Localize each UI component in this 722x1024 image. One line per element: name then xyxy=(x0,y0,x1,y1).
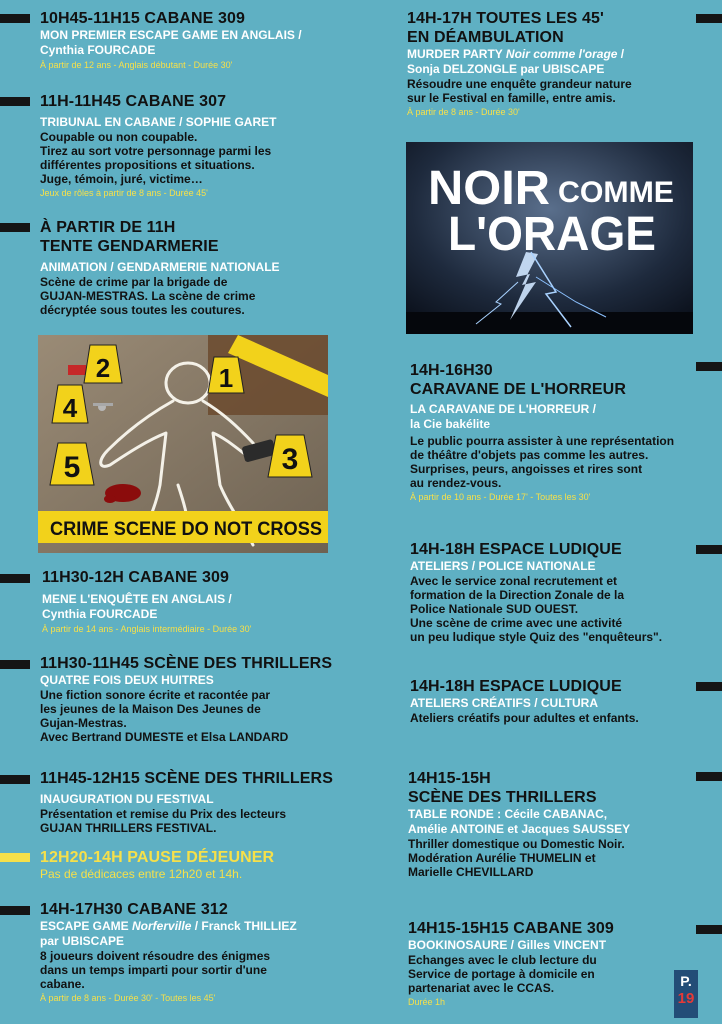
section-bar-yellow xyxy=(0,853,30,862)
section-bar xyxy=(0,660,30,669)
event-desc-line: Modération Aurélie THUMELIN et xyxy=(408,851,596,865)
event-subtitle-2: Cynthia FOURCADE xyxy=(42,607,158,621)
section-bar xyxy=(0,14,30,23)
event-subtitle: LA CARAVANE DE L'HORREUR / xyxy=(410,402,596,416)
event-desc-line: au rendez-vous. xyxy=(410,476,502,490)
event-desc-line: Gujan-Mestras. xyxy=(40,716,127,730)
event-desc-line: formation de la Direction Zonale de la xyxy=(410,588,625,602)
event-cabane-309-anglais xyxy=(40,9,355,72)
event-note: Pas de dédicaces entre 12h20 et 14h. xyxy=(40,867,243,881)
event-table-ronde xyxy=(408,769,708,879)
event-desc-line: différentes propositions et situations. xyxy=(40,158,255,172)
page-number xyxy=(674,970,698,1018)
event-place: EN DÉAMBULATION xyxy=(407,29,564,46)
event-desc-line: décryptée sous toutes les coutures. xyxy=(40,303,245,317)
section-bar xyxy=(0,574,30,583)
crime-scene-photo xyxy=(38,335,328,553)
poster-title-comme: COMME xyxy=(558,176,674,209)
event-subtitle: INAUGURATION DU FESTIVAL xyxy=(40,792,214,806)
event-desc-line: les jeunes de la Maison Des Jeunes de xyxy=(40,702,261,716)
page-prefix: P. xyxy=(680,973,692,989)
event-time: 14H-16H30 xyxy=(410,362,493,379)
event-police-nationale xyxy=(410,540,710,644)
marker-3: 3 xyxy=(281,443,299,476)
event-time: 14H-18H ESPACE LUDIQUE xyxy=(410,678,622,695)
event-desc-line: 8 joueurs doivent résoudre des énigmes xyxy=(40,949,271,963)
storm-poster-art xyxy=(406,142,693,334)
event-desc-line: Une scène de crime avec une activité xyxy=(410,616,623,630)
section-bar xyxy=(0,223,30,232)
event-time: 11H30-12H CABANE 309 xyxy=(42,569,229,586)
event-time: 11H30-11H45 SCÈNE DES THRILLERS xyxy=(40,655,333,672)
event-place: TENTE GENDARMERIE xyxy=(40,238,219,255)
event-murder-party xyxy=(407,9,692,119)
event-meta: À partir de 8 ans - Durée 30' - Toutes les 45' xyxy=(40,993,216,1003)
section-bar xyxy=(0,775,30,784)
poster-title-orage: L'ORAGE xyxy=(448,208,656,261)
event-desc-line: Coupable ou non coupable. xyxy=(40,130,198,144)
event-subtitle: MON PREMIER ESCAPE GAME EN ANGLAIS / xyxy=(40,28,302,42)
event-desc-line: Juge, témoin, juré, victime… xyxy=(40,172,203,186)
event-cultura xyxy=(410,677,710,725)
event-time: 12H20-14H PAUSE DÉJEUNER xyxy=(40,849,275,866)
event-desc-line: Avec Bertrand DUMESTE et Elsa LANDARD xyxy=(40,730,289,744)
event-quatre-fois xyxy=(40,654,355,744)
event-tribunal xyxy=(40,92,355,200)
event-place: CARAVANE DE L'HORREUR xyxy=(410,381,626,398)
event-desc-line: Ateliers créatifs pour adultes et enfants. xyxy=(410,711,639,725)
event-time: 11H45-12H15 SCÈNE DES THRILLERS xyxy=(40,770,333,787)
event-desc-line: partenariat avec le CCAS. xyxy=(408,981,555,995)
event-subtitle: TRIBUNAL EN CABANE / SOPHIE GARET xyxy=(40,115,277,129)
event-desc-line: un peu ludique style Quiz des "enquêteurs". xyxy=(410,630,663,644)
event-desc-line: GUJAN THRILLERS FESTIVAL. xyxy=(40,821,217,835)
event-subtitle: ATELIERS / POLICE NATIONALE xyxy=(410,559,596,573)
event-desc-line: Service de portage à domicile en xyxy=(408,967,595,981)
event-pause-dejeuner xyxy=(40,848,355,882)
event-subtitle-2: la Cie bakélite xyxy=(410,417,491,431)
event-desc-line: Thriller domestique ou Domestic Noir. xyxy=(408,837,625,851)
event-meta: À partir de 8 ans - Durée 30' xyxy=(407,107,520,117)
event-desc-line: Présentation et remise du Prix des lecteurs xyxy=(40,807,287,821)
event-meta: À partir de 14 ans - Anglais intermédiaire - Durée 30' xyxy=(42,624,252,634)
event-time: 14H15-15H xyxy=(408,770,491,787)
event-desc-line: cabane. xyxy=(40,977,85,991)
poster-title-noir: NOIR xyxy=(428,162,550,215)
marker-4: 4 xyxy=(62,393,78,423)
marker-2: 2 xyxy=(95,353,111,383)
section-bar xyxy=(696,14,722,23)
event-time: 14H-17H30 CABANE 312 xyxy=(40,901,228,918)
event-caravane xyxy=(410,361,710,504)
event-desc-line: Marielle CHEVILLARD xyxy=(408,865,534,879)
event-subtitle: TABLE RONDE : Cécile CABANAC, xyxy=(408,807,608,821)
event-escape-norferville xyxy=(40,900,355,1005)
event-desc-line: Echanges avec le club lecture du xyxy=(408,953,597,967)
event-subtitle-2: Amélie ANTOINE et Jacques SAUSSEY xyxy=(408,822,631,836)
event-meta: Jeux de rôles à partir de 8 ans - Durée 45' xyxy=(40,188,208,198)
event-time: 10H45-11H15 CABANE 309 xyxy=(40,10,245,27)
section-bar xyxy=(0,906,30,915)
event-desc-line: Résoudre une enquête grandeur nature xyxy=(407,77,632,91)
event-desc-line: Avec le service zonal recrutement et xyxy=(410,574,617,588)
event-desc-line: dans un temps imparti pour sortir d'une xyxy=(40,963,267,977)
event-subtitle-2: Cynthia FOURCADE xyxy=(40,43,156,57)
event-place: SCÈNE DES THRILLERS xyxy=(408,789,597,806)
page-number-value: 19 xyxy=(677,990,695,1007)
event-desc-line: GUJAN-MESTRAS. La scène de crime xyxy=(40,289,256,303)
event-desc-line: Une fiction sonore écrite et racontée par xyxy=(40,688,271,702)
event-desc-line: Surprises, peurs, angoisses et rires sont xyxy=(410,462,643,476)
event-desc-line: de théâtre d'objets pas comme les autres. xyxy=(410,448,649,462)
event-desc-line: Le public pourra assister à une représentation xyxy=(410,434,675,448)
event-enquete-anglais xyxy=(42,568,355,636)
crime-scene-illustration xyxy=(38,335,328,553)
event-time: 14H15-15H15 CABANE 309 xyxy=(408,920,614,937)
event-desc-line: Police Nationale SUD OUEST. xyxy=(410,602,579,616)
event-time: À PARTIR DE 11H xyxy=(40,219,176,236)
event-gendarmerie xyxy=(40,218,355,317)
event-meta: À partir de 12 ans - Anglais débutant - Durée 30' xyxy=(40,60,233,70)
event-desc-line: Tirez au sort votre personnage parmi les xyxy=(40,144,272,158)
event-subtitle: MENE L'ENQUÊTE EN ANGLAIS / xyxy=(42,592,232,606)
event-subtitle: ATELIERS CRÉATIFS / CULTURA xyxy=(410,696,598,710)
event-subtitle: MURDER PARTY Noir comme l'orage / xyxy=(407,47,625,61)
event-time: 14H-17H TOUTES LES 45' xyxy=(407,10,604,27)
event-subtitle: ESCAPE GAME Norferville / Franck THILLIEZ xyxy=(40,919,297,933)
marker-5: 5 xyxy=(63,451,81,484)
event-subtitle-2: Sonja DELZONGLE par UBISCAPE xyxy=(407,62,605,76)
marker-1: 1 xyxy=(218,363,234,393)
event-meta: À partir de 10 ans - Durée 17' - Toutes les 30' xyxy=(410,492,591,502)
crime-tape-text: CRIME SCENE DO NOT CROSS xyxy=(50,519,322,540)
event-subtitle: QUATRE FOIS DEUX HUITRES xyxy=(40,673,214,687)
section-bar xyxy=(0,97,30,106)
section-bar xyxy=(696,925,722,934)
event-meta: Durée 1h xyxy=(408,997,446,1007)
event-subtitle-2: par UBISCAPE xyxy=(40,934,125,948)
event-subtitle: ANIMATION / GENDARMERIE NATIONALE xyxy=(40,260,280,274)
event-desc-line: sur le Festival en famille, entre amis. xyxy=(407,91,616,105)
event-subtitle: BOOKINOSAURE / Gilles VINCENT xyxy=(408,938,607,952)
event-bookinosaure xyxy=(408,919,668,1009)
event-inauguration xyxy=(40,769,355,835)
event-desc-line: Scène de crime par la brigade de xyxy=(40,275,228,289)
event-time: 11H-11H45 CABANE 307 xyxy=(40,93,227,110)
event-time: 14H-18H ESPACE LUDIQUE xyxy=(410,541,622,558)
noir-orage-poster xyxy=(406,142,693,334)
